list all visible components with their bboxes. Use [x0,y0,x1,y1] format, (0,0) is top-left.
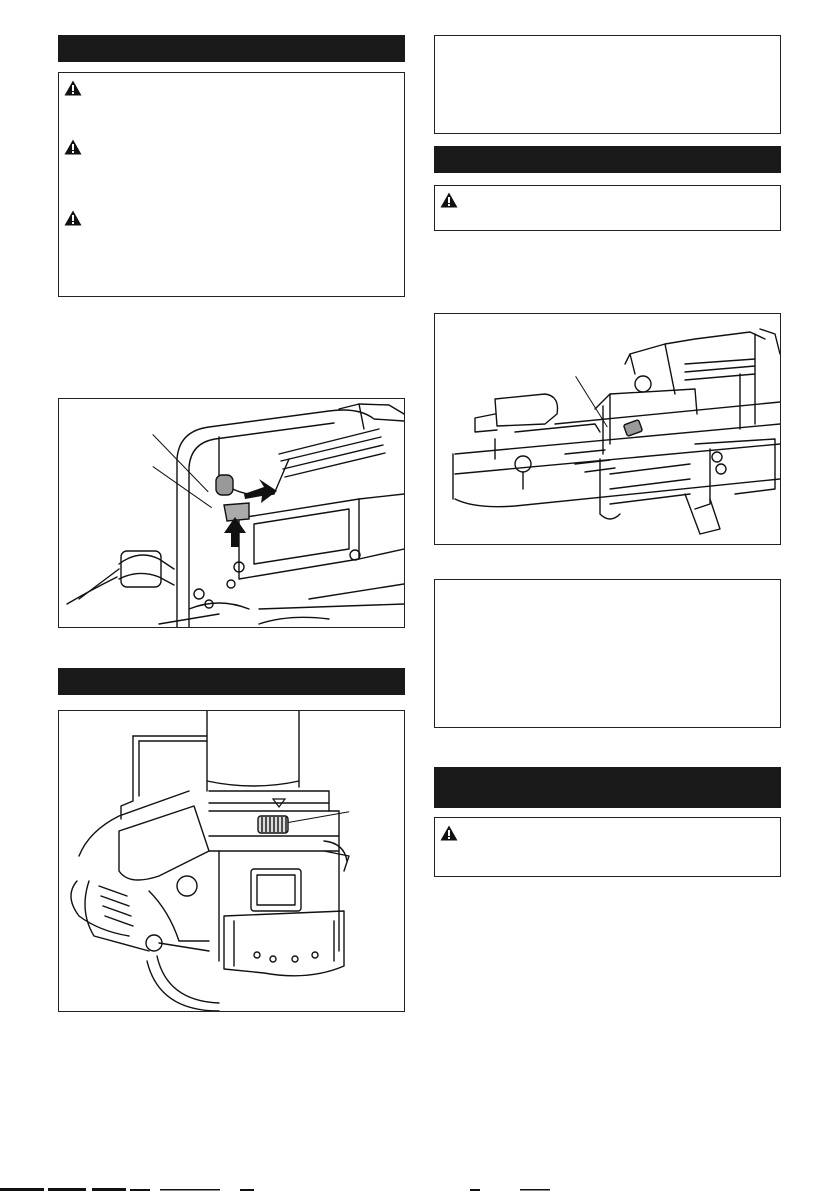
figure-3-illustration [435,314,780,544]
figure-1-illustration [59,399,404,627]
warning-triangle-icon [64,139,82,155]
warning-box [58,72,405,297]
figure-2-illustration [59,711,404,1011]
section-bar-2 [58,668,405,695]
section-bar-4 [434,767,781,808]
warning-triangle-icon [64,210,82,226]
warning-triangle-icon [440,192,458,208]
figure-1-frame [58,398,405,628]
page-edge-strip [0,1186,840,1192]
note-box-middle [434,579,781,728]
warning-triangle-icon [440,825,458,841]
warning-triangle-icon [64,80,82,96]
figure-3-frame [434,313,781,545]
note-box-top [434,35,781,134]
warning-box-short [434,185,781,231]
section-bar-1 [58,35,405,62]
warning-box-bottom [434,817,781,877]
figure-2-frame [58,710,405,1012]
section-bar-3 [434,146,781,173]
